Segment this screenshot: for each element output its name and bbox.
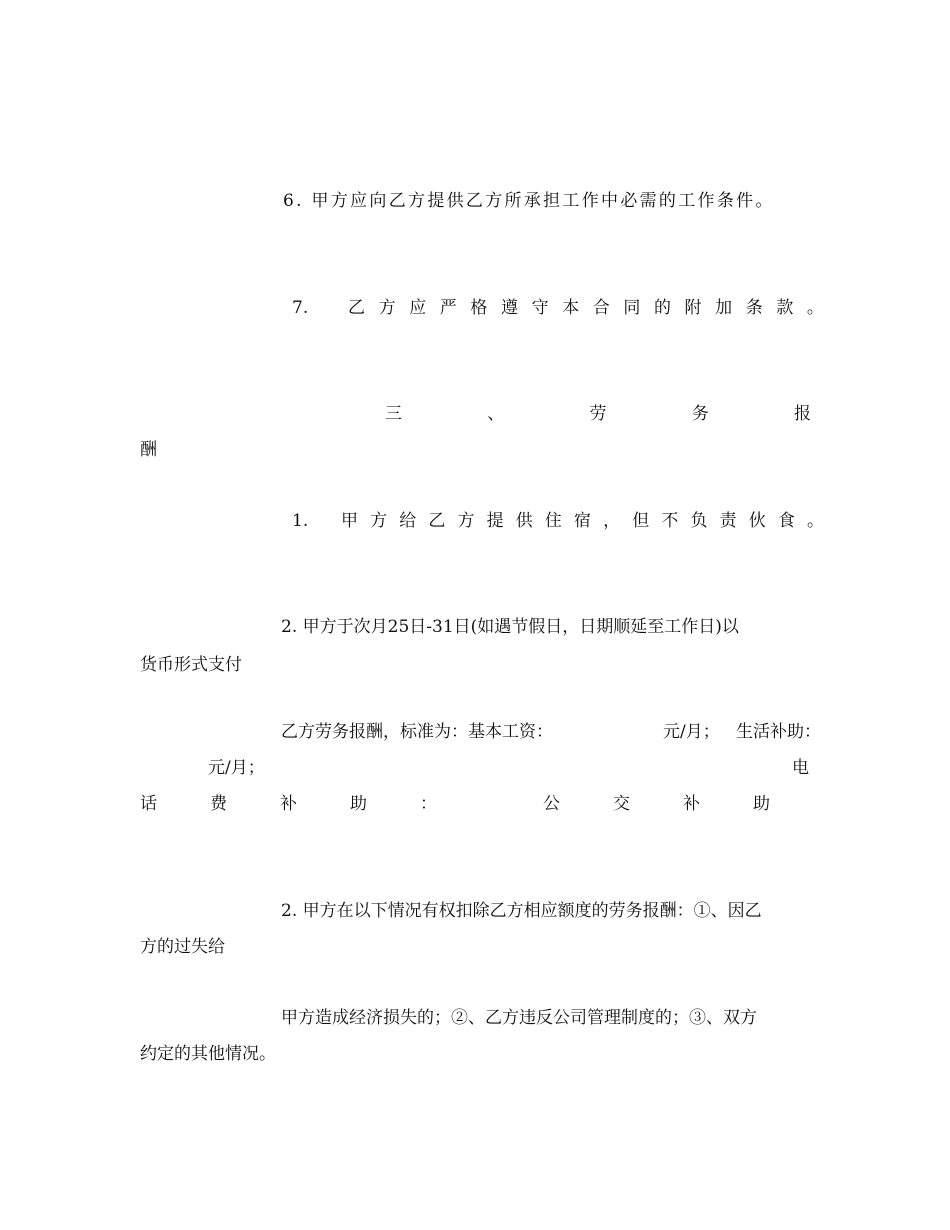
section-3-heading-char: 劳	[589, 404, 607, 424]
clause-7-char: 应	[409, 298, 427, 318]
clause-6: 6. 甲方应向乙方提供乙方所承担工作中必需的工作条件。	[283, 191, 775, 211]
section-3-item-1-char: 伙	[748, 511, 766, 531]
allowance-char: 公	[543, 794, 560, 814]
section-3-item-1-char: 方	[457, 511, 475, 531]
clause-7-char: 款	[776, 298, 794, 318]
deduction-line-1: 2. 甲方在以下情况有权扣除乙方相应额度的劳务报酬：①、因乙	[281, 901, 762, 921]
section-3-heading	[385, 403, 811, 425]
clause-7-char: 方	[378, 298, 396, 318]
clause-7-char: 严	[439, 298, 457, 318]
section-3-heading-char: 三	[385, 404, 402, 424]
section-3-item-1-char: 住	[544, 511, 562, 531]
section-3-item-1-char: 宿	[574, 511, 591, 531]
deduction-line-3: 甲方造成经济损失的；②、乙方违反公司管理制度的；③、双方	[281, 1008, 757, 1028]
section-3-item-2-line-2: 货币形式支付	[140, 655, 242, 675]
clause-7-text	[348, 297, 824, 319]
clause-7-char: 守	[531, 298, 549, 318]
section-3-item-1-char: 负	[690, 511, 708, 531]
living-allowance-label: 生活补助：	[736, 722, 821, 742]
clause-7-char: 的	[653, 298, 671, 318]
deduction-line-4: 约定的其他情况。	[140, 1044, 276, 1064]
section-3-item-1-char: 但	[632, 511, 650, 531]
clause-7-char: 。	[806, 298, 824, 318]
allowance-char: 话	[140, 794, 157, 814]
clause-7-char: 同	[623, 298, 641, 318]
allowance-line	[140, 793, 770, 815]
section-3-item-1-char: 供	[515, 511, 533, 531]
allowance-char: 补	[280, 794, 297, 814]
section-3-item-1-char: 不	[661, 511, 679, 531]
pay-unit-1: 元/月；	[663, 722, 720, 742]
clause-7-char: 附	[684, 298, 702, 318]
pay-unit-2: 元/月；	[208, 758, 265, 778]
allowance-char: 补	[683, 794, 700, 814]
section-3-item-1-text	[341, 510, 824, 532]
section-3-heading-char: 报	[794, 404, 811, 424]
clause-7-char: 本	[562, 298, 580, 318]
allowance-char: 助	[350, 794, 367, 814]
phone-char: 电	[792, 758, 809, 778]
section-3-item-1-number: 1.	[292, 511, 309, 531]
section-3-item-1-char: 甲	[341, 511, 358, 531]
clause-7-char: 条	[745, 298, 763, 318]
section-3-item-1-char: ，	[603, 511, 621, 531]
clause-7-char: 乙	[348, 298, 365, 318]
clause-7-char: 格	[470, 298, 488, 318]
pay-standard-label: 乙方劳务报酬，标准为：基本工资：	[281, 722, 553, 742]
clause-7-number: 7.	[292, 298, 309, 318]
section-3-heading-tail: 酬	[140, 440, 157, 460]
section-3-heading-char: 务	[691, 404, 709, 424]
allowance-char: 费	[210, 794, 227, 814]
section-3-item-2-line-1: 2. 甲方于次月25日-31日(如遇节假日，日期顺延至工作日)以	[281, 617, 739, 637]
clause-7-char: 合	[592, 298, 610, 318]
allowance-char: ：	[420, 794, 437, 814]
section-3-item-1-char: 乙	[428, 511, 446, 531]
section-3-item-1-char: 给	[399, 511, 417, 531]
deduction-line-2: 方的过失给	[140, 937, 225, 957]
clause-7-char: 加	[715, 298, 733, 318]
section-3-heading-char: 、	[487, 404, 505, 424]
section-3-item-1-char: 。	[807, 511, 824, 531]
section-3-item-1-char: 方	[370, 511, 388, 531]
section-3-item-1-char: 提	[486, 511, 504, 531]
allowance-char: 交	[613, 794, 630, 814]
allowance-char: 助	[753, 794, 770, 814]
clause-7-char: 遵	[500, 298, 518, 318]
section-3-item-1-char: 食	[777, 511, 795, 531]
section-3-item-1-char: 责	[719, 511, 737, 531]
